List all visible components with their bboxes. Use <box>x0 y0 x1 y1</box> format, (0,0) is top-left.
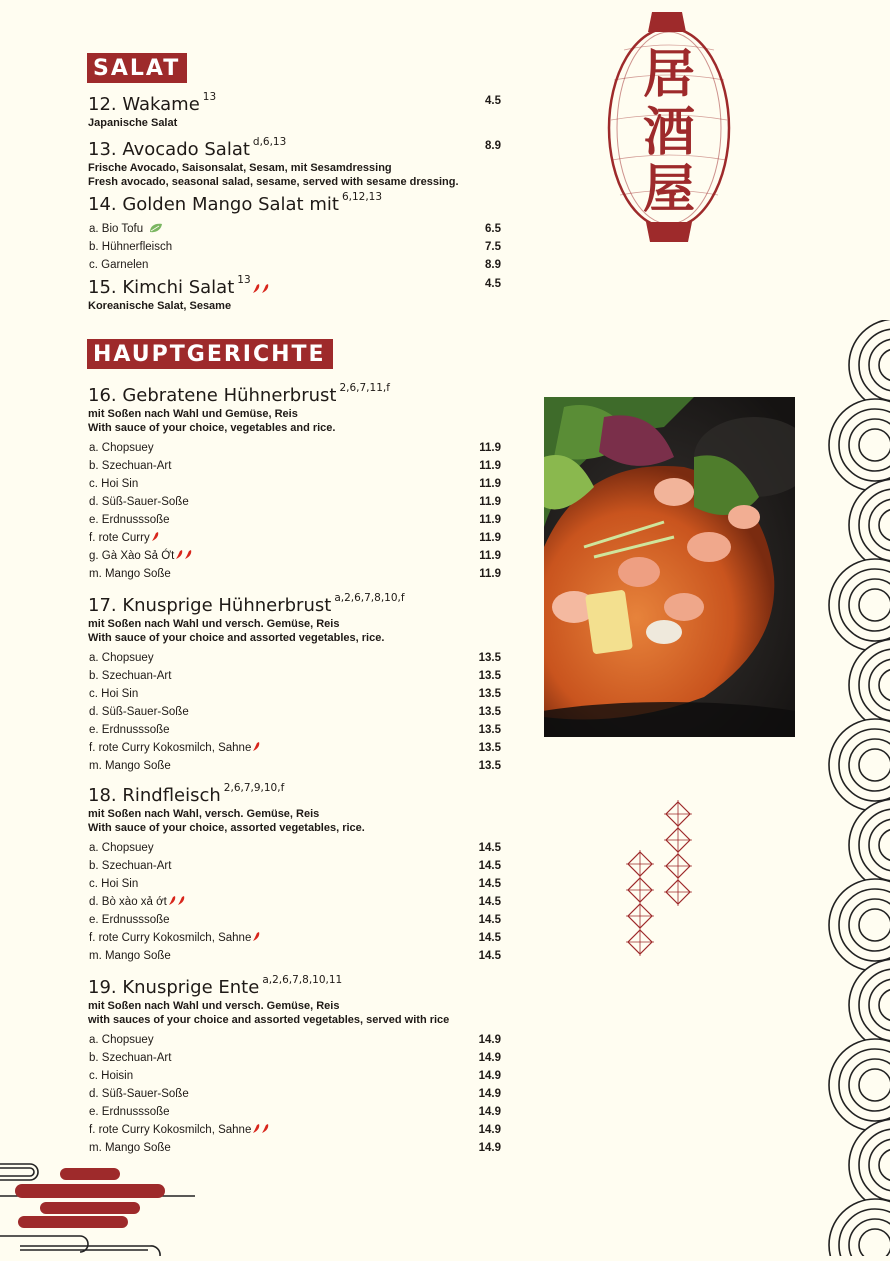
option-row <box>88 1139 503 1157</box>
dish-title: 19. Knusprige Ente <box>88 977 260 998</box>
dish-17 <box>88 590 503 775</box>
option-row <box>88 875 503 893</box>
dish-price: 8.9 <box>485 140 501 152</box>
option-label: c. Hoisin <box>89 1070 134 1082</box>
option-price: 11.9 <box>479 460 501 472</box>
option-row <box>88 857 503 875</box>
option-price: 14.5 <box>478 932 501 944</box>
option-row <box>88 220 503 238</box>
dish-desc: with sauces of your choice and assorted vegetables, served with rice <box>88 1014 450 1026</box>
chili-icon <box>253 932 260 941</box>
option-row <box>88 529 503 547</box>
option-row <box>88 1049 503 1067</box>
option-label: d. Süß-Sauer-Soße <box>89 706 189 718</box>
chili-icon <box>253 284 260 293</box>
option-price: 14.5 <box>478 914 501 926</box>
lantern-char-2: 酒 <box>642 103 696 163</box>
option-label: m. Mango Soße <box>89 950 171 962</box>
dish-15 <box>88 272 503 313</box>
allergens: 13 <box>237 274 251 286</box>
option-price: 14.5 <box>478 842 501 854</box>
allergens: 2,6,7,11,f <box>339 382 390 394</box>
option-label: a. Chopsuey <box>89 652 154 664</box>
option-row <box>88 929 503 947</box>
option-label: a. Chopsuey <box>89 442 154 454</box>
option-price: 14.9 <box>478 1034 501 1046</box>
option-label: e. Erdnusssoße <box>89 914 170 926</box>
option-label: c. Hoi Sin <box>89 478 139 490</box>
dish-title: 16. Gebratene Hühnerbrust <box>88 385 337 406</box>
option-price: 14.9 <box>478 1070 501 1082</box>
option-price: 11.9 <box>479 496 501 508</box>
option-label: b. Szechuan-Art <box>89 1052 172 1064</box>
option-row <box>88 893 503 911</box>
allergens: a,2,6,7,8,10,11 <box>262 974 343 986</box>
dish-desc: mit Soßen nach Wahl und versch. Gemüse, Reis <box>88 1000 340 1012</box>
option-row <box>88 667 503 685</box>
option-label: a. Chopsuey <box>89 842 154 854</box>
dish-desc: Japanische Salat <box>88 117 178 129</box>
option-label: f. rote Curry Kokosmilch, Sahne <box>89 932 252 944</box>
option-label: c. Hoi Sin <box>89 878 139 890</box>
cloud-ornament <box>0 1158 200 1256</box>
option-price: 11.9 <box>479 514 501 526</box>
option-price: 14.9 <box>478 1088 501 1100</box>
dish-12 <box>88 89 503 130</box>
dish-desc-en: Fresh avocado, seasonal salad, sesame, served with sesame dressing. <box>88 176 459 188</box>
dish-price: 4.5 <box>485 95 501 107</box>
option-row <box>88 685 503 703</box>
option-label: f. rote Curry <box>89 532 150 544</box>
option-row <box>88 911 503 929</box>
option-label: a. Chopsuey <box>89 1034 154 1046</box>
lantern-char-3: 屋 <box>642 160 696 220</box>
option-label: m. Mango Soße <box>89 1142 171 1154</box>
option-price: 14.5 <box>478 950 501 962</box>
option-price: 8.9 <box>485 259 501 271</box>
option-price: 14.9 <box>478 1142 501 1154</box>
diamond-ornament <box>620 800 700 960</box>
chili-icon <box>253 1124 260 1133</box>
option-row <box>88 1103 503 1121</box>
dish-desc: mit Soßen nach Wahl, versch. Gemüse, Reis <box>88 808 320 820</box>
dish-14 <box>88 189 503 274</box>
option-price: 6.5 <box>485 223 501 235</box>
dish-19 <box>88 972 503 1157</box>
option-label: b. Szechuan-Art <box>89 860 172 872</box>
option-label: b. Szechuan-Art <box>89 460 172 472</box>
dish-title: 12. Wakame <box>88 94 200 115</box>
allergens: 6,12,13 <box>341 191 383 203</box>
chili-icon <box>262 1124 269 1133</box>
option-label: g. Gà Xào Sả Ớt <box>89 550 175 562</box>
dish-13 <box>88 134 503 189</box>
option-price: 13.5 <box>478 724 501 736</box>
option-price: 11.9 <box>479 442 501 454</box>
option-label: f. rote Curry Kokosmilch, Sahne <box>89 1124 252 1136</box>
lantern-icon <box>604 10 734 246</box>
option-label: b. Szechuan-Art <box>89 670 172 682</box>
option-row <box>88 1085 503 1103</box>
option-label: d. Bò xào xả ớt <box>89 896 167 908</box>
option-price: 14.5 <box>478 896 501 908</box>
option-row <box>88 757 503 775</box>
option-price: 13.5 <box>478 670 501 682</box>
option-price: 11.9 <box>479 478 501 490</box>
option-label: d. Süß-Sauer-Soße <box>89 1088 189 1100</box>
option-row <box>88 493 503 511</box>
option-price: 14.5 <box>478 860 501 872</box>
allergens: 2,6,7,9,10,f <box>223 782 285 794</box>
option-price: 11.9 <box>479 532 501 544</box>
option-row <box>88 947 503 965</box>
chili-icon <box>178 896 185 905</box>
lantern-char-1: 居 <box>642 45 696 105</box>
option-price: 14.9 <box>478 1106 501 1118</box>
option-row <box>88 1031 503 1049</box>
option-row <box>88 649 503 667</box>
option-row <box>88 1121 503 1139</box>
dish-desc: With sauce of your choice, vegetables and rice. <box>88 422 336 434</box>
option-price: 13.5 <box>478 760 501 772</box>
option-price: 11.9 <box>479 550 501 562</box>
option-row <box>88 238 503 256</box>
option-row <box>88 547 503 565</box>
option-price: 13.5 <box>478 652 501 664</box>
option-price: 14.9 <box>478 1124 501 1136</box>
option-price: 14.9 <box>478 1052 501 1064</box>
option-price: 7.5 <box>485 241 501 253</box>
hauptgerichte-heading: HAUPTGERICHTE <box>87 339 333 369</box>
dish-desc: With sauce of your choice, assorted vegetables, rice. <box>88 822 365 834</box>
salat-heading: SALAT <box>87 53 187 83</box>
option-label: e. Erdnusssoße <box>89 724 170 736</box>
option-row <box>88 703 503 721</box>
option-row <box>88 439 503 457</box>
dish-desc-de: Frische Avocado, Saisonsalat, Sesam, mit Sesamdressing <box>88 162 392 174</box>
dish-title: 18. Rindfleisch <box>88 785 221 806</box>
chili-icon <box>253 742 260 751</box>
option-label: c. Hoi Sin <box>89 688 139 700</box>
option-price: 13.5 <box>478 742 501 754</box>
dish-title: 14. Golden Mango Salat mit <box>88 194 339 215</box>
option-row <box>88 721 503 739</box>
chili-icon <box>262 284 269 293</box>
allergens: a,2,6,7,8,10,f <box>334 592 405 604</box>
leaf-icon <box>149 221 163 239</box>
option-row <box>88 565 503 583</box>
chili-icon <box>169 896 176 905</box>
option-row <box>88 511 503 529</box>
dish-16 <box>88 380 503 583</box>
option-label: m. Mango Soße <box>89 568 171 580</box>
option-price: 13.5 <box>478 706 501 718</box>
option-label: d. Süß-Sauer-Soße <box>89 496 189 508</box>
dish-price: 4.5 <box>485 278 501 290</box>
option-label: b. Hühnerfleisch <box>89 241 173 253</box>
chili-icon <box>176 550 183 559</box>
option-price: 14.5 <box>478 878 501 890</box>
dish-title: 13. Avocado Salat <box>88 139 250 160</box>
wave-pattern <box>820 320 890 1256</box>
allergens: 13 <box>202 91 217 103</box>
dish-title: 17. Knusprige Hühnerbrust <box>88 595 332 616</box>
allergens: d,6,13 <box>252 136 287 148</box>
dish-title: 15. Kimchi Salat <box>88 277 235 298</box>
dish-photo <box>544 397 795 737</box>
option-label: e. Erdnusssoße <box>89 514 170 526</box>
option-row <box>88 457 503 475</box>
dish-desc: mit Soßen nach Wahl und Gemüse, Reis <box>88 408 298 420</box>
dish-desc: mit Soßen nach Wahl und versch. Gemüse, Reis <box>88 618 340 630</box>
dish-18 <box>88 780 503 965</box>
option-label: m. Mango Soße <box>89 760 171 772</box>
option-row <box>88 1067 503 1085</box>
dish-desc: Koreanische Salat, Sesame <box>88 300 232 312</box>
option-label: c. Garnelen <box>89 259 149 271</box>
chili-icon <box>185 550 192 559</box>
option-row <box>88 475 503 493</box>
dish-desc: With sauce of your choice and assorted vegetables, rice. <box>88 632 385 644</box>
option-label: f. rote Curry Kokosmilch, Sahne <box>89 742 252 754</box>
option-price: 11.9 <box>479 568 501 580</box>
chili-icon <box>152 532 159 541</box>
option-price: 13.5 <box>478 688 501 700</box>
option-row <box>88 739 503 757</box>
option-row <box>88 839 503 857</box>
option-label: a. Bio Tofu <box>89 223 144 235</box>
option-label: e. Erdnusssoße <box>89 1106 170 1118</box>
